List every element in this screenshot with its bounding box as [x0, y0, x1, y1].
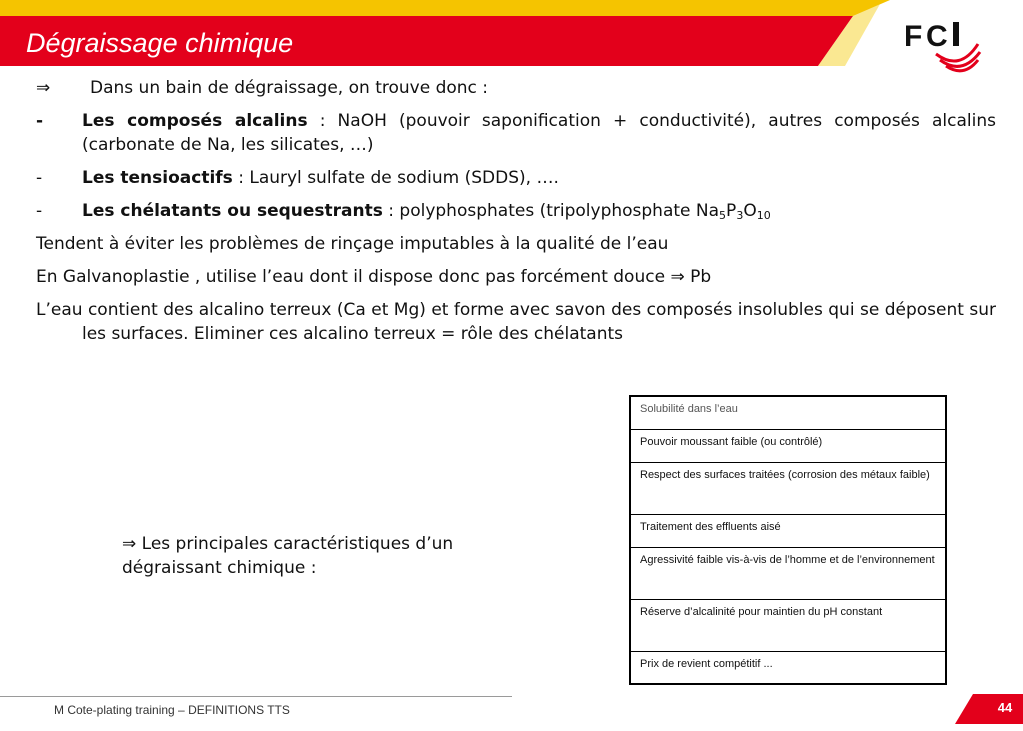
table-row: Respect des surfaces traitées (corrosion des métaux faible): [631, 463, 945, 515]
slide-header: [0, 0, 1023, 75]
intro-line: [36, 76, 996, 100]
svg-text:C: C: [926, 20, 948, 53]
bullet-item: [36, 199, 996, 223]
table-caption: [122, 532, 512, 580]
paragraph-alkaline-earth: L’eau contient des alcalino terreux (Ca et Mg) et forme avec savon des composés insolubles qui se déposent sur les surfaces. Eliminer ces alcalino terreux = rôle des chélatants: [36, 300, 996, 344]
table-row: Réserve d’alcalinité pour maintien du pH constant: [631, 600, 945, 652]
formula-element: O: [743, 201, 757, 221]
paragraph-galvano: [36, 265, 996, 289]
item-label: Les chélatants ou sequestrants: [82, 201, 383, 221]
formula-element: P: [726, 201, 737, 221]
implies-arrow: ⇒: [122, 534, 137, 554]
bullet-dash: -: [36, 201, 43, 221]
bullet-item: [36, 109, 996, 157]
slide-body: [36, 76, 996, 355]
item-label: Les tensioactifs: [82, 168, 233, 188]
implies-arrow: ⇒: [670, 267, 685, 287]
footer-text: M Cote-plating training – DEFINITIONS TTS: [54, 703, 290, 717]
bullet-dash: -: [36, 111, 44, 131]
item-text: : NaOH (pouvoir saponification + conductivité), autres composés alcalins (carbonate de Na, les silicates, …): [82, 111, 996, 155]
table-row: Agressivité faible vis-à-vis de l’homme et de l’environnement: [631, 548, 945, 600]
item-label: Les composés alcalins: [82, 111, 308, 131]
formula-subscript: 5: [719, 209, 727, 222]
caption-text: Les principales caractéristiques d’un dégraissant chimique :: [122, 534, 454, 578]
table-row: Pouvoir moussant faible (ou contrôlé): [631, 430, 945, 463]
intro-text: Dans un bain de dégraissage, on trouve donc :: [90, 78, 489, 98]
item-text: : Lauryl sulfate de sodium (SDDS), ….: [232, 168, 559, 188]
svg-text:F: F: [904, 20, 923, 53]
fci-logo: [898, 14, 983, 76]
footer-divider: [0, 696, 512, 697]
item-text: : polyphosphates (tripolyphosphate Na: [382, 201, 720, 221]
slide-title: Dégraissage chimique: [26, 28, 294, 58]
table-row: Solubilité dans l’eau: [631, 397, 945, 430]
page-number: 44: [997, 700, 1013, 715]
bullet-item: [36, 166, 996, 190]
characteristics-table: [629, 395, 947, 685]
implies-arrow: ⇒: [36, 78, 51, 98]
bullet-dash: -: [36, 168, 43, 188]
table-row: Traitement des effluents aisé: [631, 515, 945, 548]
paragraph-text: En Galvanoplastie , utilise l’eau dont il dispose donc pas forcément douce: [36, 267, 671, 287]
paragraph-end: Pb: [684, 267, 712, 287]
paragraph-rinsing: Tendent à éviter les problèmes de rinçage imputables à la qualité de l’eau: [36, 234, 669, 254]
table-row: Prix de revient compétitif ...: [640, 658, 773, 670]
formula-subscript: 10: [756, 209, 771, 222]
formula-subscript: 3: [736, 209, 744, 222]
